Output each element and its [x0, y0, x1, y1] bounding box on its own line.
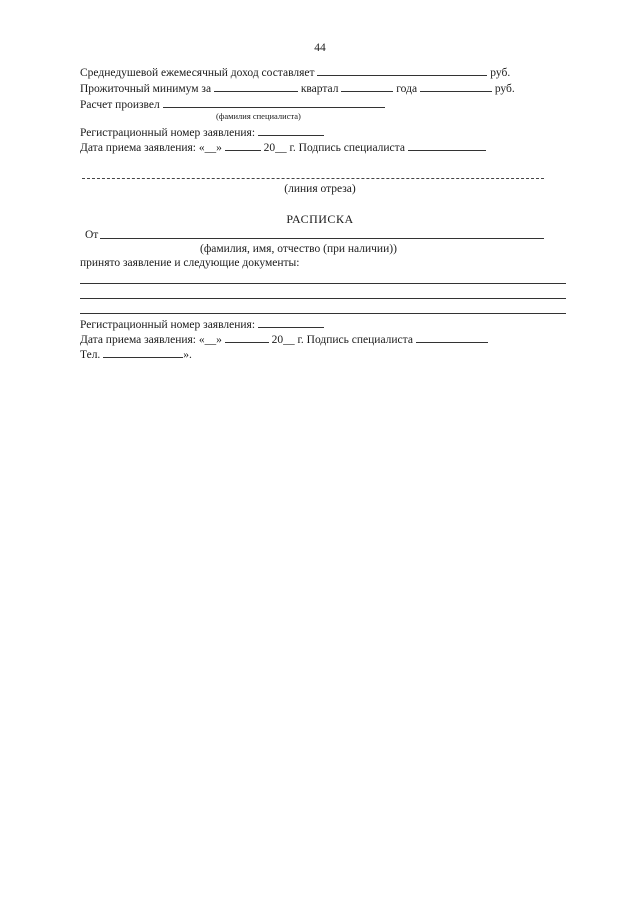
reg-line-receipt [80, 318, 324, 332]
reg-label-top: Регистрационный номер заявления: [80, 127, 256, 139]
tel-line [80, 348, 192, 362]
minimum-line [80, 82, 515, 96]
date-label-receipt: Дата приема заявления: «__» [80, 334, 222, 346]
reg-blank-receipt [258, 318, 324, 328]
year20-receipt: 20__ [271, 334, 295, 346]
from-label: От [85, 229, 99, 241]
calc-blank [163, 98, 385, 108]
minimum-label: Прожиточный минимум за [80, 83, 212, 95]
reg-label-receipt: Регистрационный номер заявления: [80, 319, 256, 331]
sign-blank-receipt [416, 333, 488, 343]
date-month-blank-receipt [225, 333, 269, 343]
quarter-blank [214, 82, 298, 92]
sign-label-top: г. Подпись специалиста [289, 142, 405, 154]
tel-end: ». [183, 349, 192, 361]
date-line-top [80, 141, 486, 155]
sign-label-receipt: г. Подпись специалиста [297, 334, 413, 346]
income-line [80, 66, 510, 80]
accepted-label: принято заявление и следующие документы: [80, 257, 300, 269]
minimum-amount-blank [420, 82, 492, 92]
year-label: года [396, 83, 418, 95]
income-blank [317, 66, 487, 76]
specialist-caption: (фамилия специалиста) [216, 111, 301, 121]
reg-blank-top [258, 126, 324, 136]
from-blank [100, 238, 544, 239]
receipt-title: РАСПИСКА [286, 212, 354, 226]
year-blank [341, 82, 393, 92]
rub-unit-2: руб. [494, 83, 515, 95]
documents-line-2 [80, 298, 566, 299]
cut-caption: (линия отреза) [284, 183, 356, 195]
date-line-receipt [80, 333, 488, 347]
calc-label: Расчет произвел [80, 99, 160, 111]
reg-line-top [80, 126, 324, 140]
year20-top: 20__ [263, 142, 287, 154]
cut-line [82, 178, 544, 179]
documents-line-3 [80, 313, 566, 314]
fio-caption: (фамилия, имя, отчество (при наличии)) [200, 243, 397, 255]
calc-line [80, 98, 385, 112]
date-month-blank-top [225, 141, 261, 151]
from-line [85, 229, 98, 242]
page-number: 44 [314, 42, 326, 54]
documents-line-1 [80, 283, 566, 284]
date-label-top: Дата приема заявления: «__» [80, 142, 222, 154]
rub-unit-1: руб. [490, 67, 511, 79]
income-label: Среднедушевой ежемесячный доход составляет [80, 67, 315, 79]
sign-blank-top [408, 141, 486, 151]
tel-blank [103, 348, 183, 358]
quarter-label: квартал [300, 83, 339, 95]
tel-label: Тел. [80, 349, 101, 361]
